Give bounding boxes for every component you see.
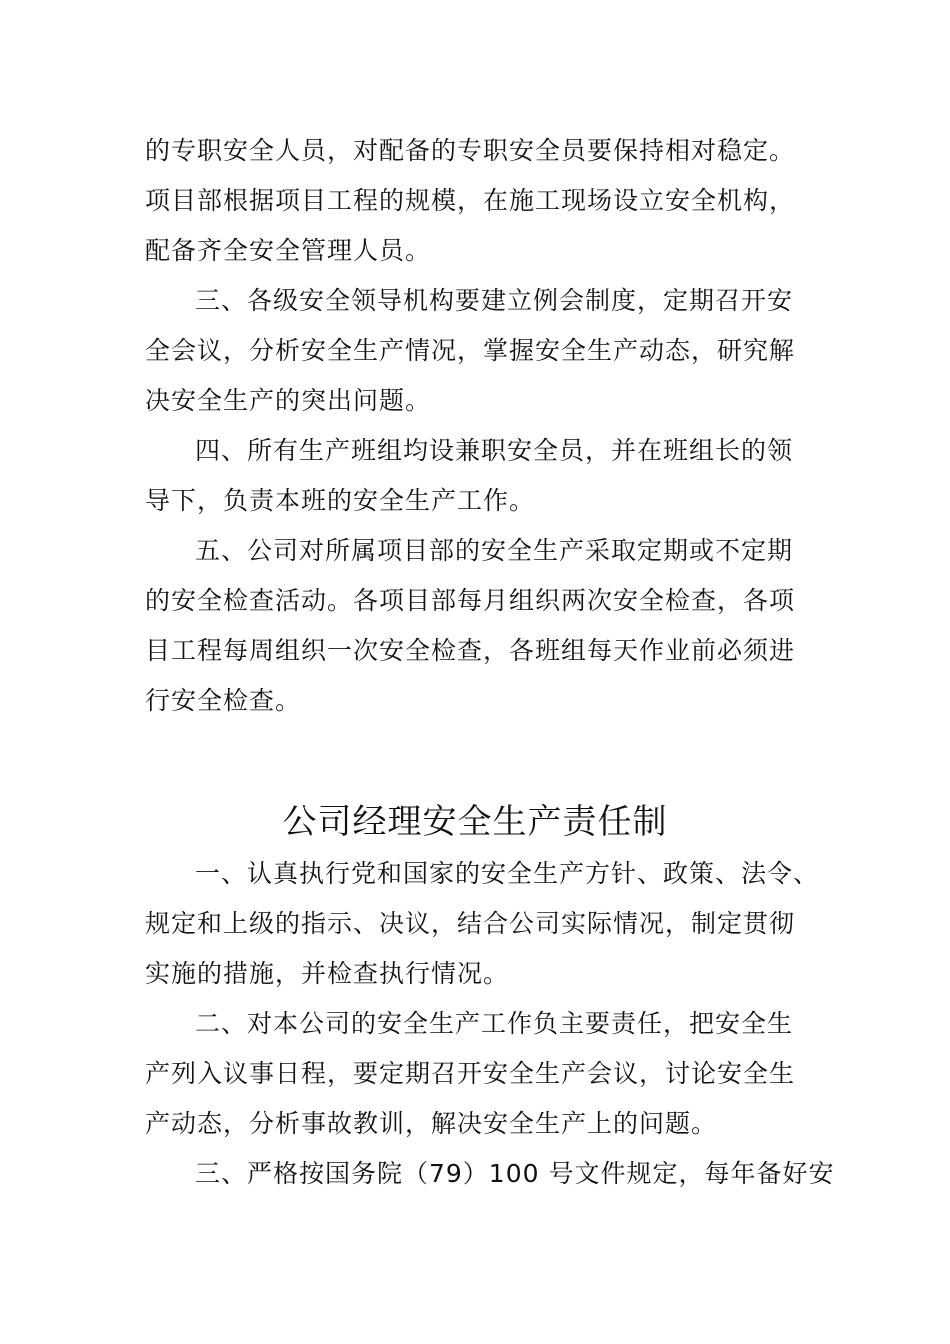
body-text-line: 行安全检查。	[145, 686, 302, 715]
body-text-line: 实施的措施，并检查执行情况。	[145, 959, 510, 988]
paragraph-start-line: 三、严格按国务院（79）100 号文件规定，每年备好安	[195, 1159, 835, 1188]
body-text-line: 全会议，分析安全生产情况，掌握安全生产动态，研究解	[145, 336, 796, 365]
body-text-line: 决安全生产的突出问题。	[145, 386, 432, 415]
body-text-line: 项目部根据项目工程的规模，在施工现场设立安全机构，	[145, 186, 796, 215]
paragraph-start-line: 三、各级安全领导机构要建立例会制度，定期召开安	[195, 286, 794, 315]
section-title: 公司经理安全生产责任制	[282, 802, 668, 842]
body-text-line: 目工程每周组织一次安全检查，各班组每天作业前必须进	[145, 636, 796, 665]
paragraph-start-line: 一、认真执行党和国家的安全生产方针、政策、法令、	[195, 859, 820, 888]
paragraph-start-line: 五、公司对所属项目部的安全生产采取定期或不定期	[195, 536, 794, 565]
paragraph-start-line: 四、所有生产班组均设兼职安全员，并在班组长的领	[195, 436, 794, 465]
body-text-line: 产列入议事日程，要定期召开安全生产会议，讨论安全生	[145, 1059, 796, 1088]
body-text-line: 产动态，分析事故教训，解决安全生产上的问题。	[145, 1109, 718, 1138]
body-text-line: 规定和上级的指示、决议，结合公司实际情况，制定贯彻	[145, 909, 796, 938]
body-text-line: 的安全检查活动。各项目部每月组织两次安全检查，各项	[145, 586, 796, 615]
body-text-line: 导下，负责本班的安全生产工作。	[145, 486, 536, 515]
body-text-line: 配备齐全安全管理人员。	[145, 236, 432, 265]
body-text-line: 的专职安全人员，对配备的专职安全员要保持相对稳定。	[145, 136, 796, 165]
paragraph-start-line: 二、对本公司的安全生产工作负主要责任，把安全生	[195, 1009, 794, 1038]
